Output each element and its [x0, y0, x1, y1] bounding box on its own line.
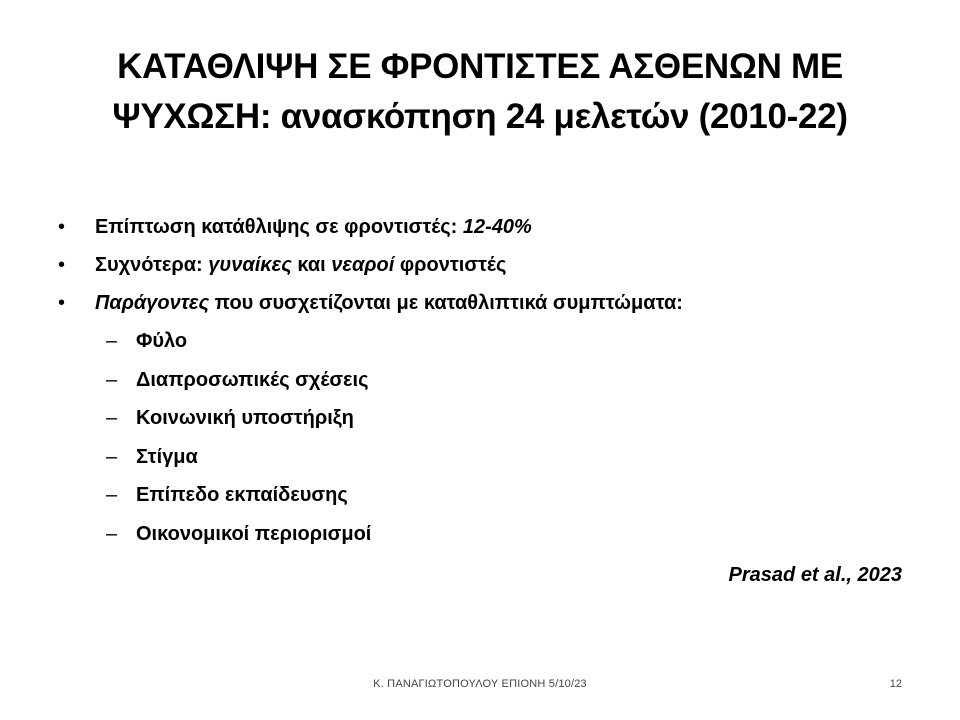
sub-item — [58, 361, 918, 400]
dash-marker: – — [106, 407, 118, 429]
sub-bullet-list — [58, 322, 918, 553]
dash-marker: – — [106, 445, 118, 468]
sub-item — [58, 399, 918, 438]
bullet-text: φροντιστές — [394, 254, 507, 276]
title-line-2: ΨΥΧΩΣΗ: ανασκόπηση 24 μελετών (2010-22) — [112, 97, 848, 136]
bullet-marker: • — [58, 216, 66, 238]
slide-title — [60, 42, 900, 142]
bullet-text: και — [291, 254, 332, 276]
bullet-marker: • — [58, 254, 66, 276]
sub-item-label: Στίγμα — [136, 445, 198, 468]
dash-marker: – — [106, 330, 118, 352]
bullet-item-frequency — [58, 246, 918, 284]
bullet-item-prevalence — [58, 208, 918, 246]
bullet-italic-factors: Παράγοντες — [95, 292, 210, 314]
bullet-text: Συχνότερα: — [95, 254, 209, 276]
bullet-italic-young: νεαροί — [331, 254, 395, 276]
bullet-text: που συσχετίζονται με καταθλιπτικά συμπτώματα: — [209, 292, 683, 314]
citation: Prasad et al., 2023 — [728, 564, 902, 586]
sub-item — [58, 515, 918, 554]
sub-item-label: Φύλο — [136, 330, 188, 352]
page-number: 12 — [889, 678, 902, 690]
bullet-text: Επίπτωση κατάθλιψης σε φροντιστές: — [95, 216, 463, 238]
sub-item-label: Οικονομικοί περιορισμοί — [136, 522, 372, 545]
sub-item — [58, 322, 918, 361]
bullet-list — [58, 208, 918, 553]
bullet-item-factors — [58, 284, 918, 322]
sub-item-label: Κοινωνική υποστήριξη — [136, 407, 354, 429]
sub-item-label: Διαπροσωπικές σχέσεις — [136, 368, 369, 391]
bullet-italic-value: 12-40% — [462, 216, 532, 238]
footer-text: Κ. ΠΑΝΑΓΙΩΤΟΠΟΥΛΟΥ ΕΠΙΟΝΗ 5/10/23 — [373, 678, 587, 690]
bullet-marker: • — [58, 292, 66, 314]
sub-item-label: Επίπεδο εκπαίδευσης — [136, 484, 348, 506]
bullet-italic-women: γυναίκες — [208, 254, 292, 276]
dash-marker: – — [106, 368, 118, 391]
sub-item — [58, 476, 918, 515]
dash-marker: – — [106, 522, 118, 545]
title-line-1: ΚΑΤΑΘΛΙΨΗ ΣΕ ΦΡΟΝΤΙΣΤΕΣ ΑΣΘΕΝΩΝ ΜΕ — [117, 47, 843, 86]
sub-item — [58, 438, 918, 477]
dash-marker: – — [106, 484, 118, 506]
